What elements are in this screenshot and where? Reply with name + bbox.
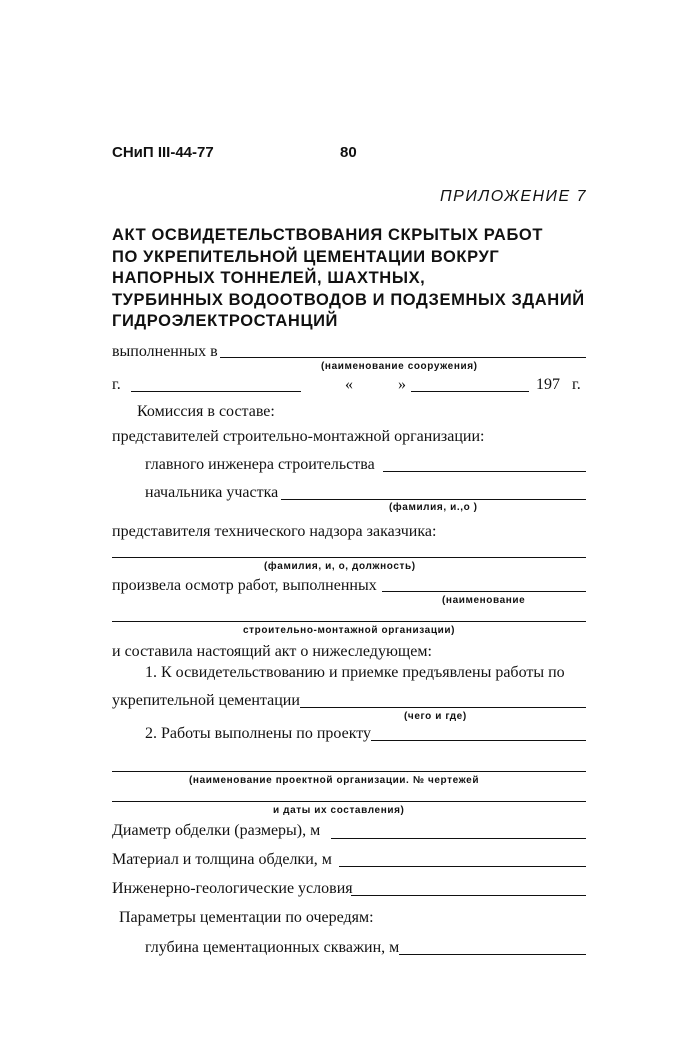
drawing-dates-field[interactable] [112, 801, 586, 802]
year-text: 197 [536, 376, 560, 393]
lining-material-label: Материал и толщина обделки, м [112, 851, 332, 868]
design-org-field[interactable] [112, 771, 586, 772]
lining-diameter-field[interactable] [331, 838, 586, 839]
site-chief-label: начальника участка [145, 484, 279, 501]
item1-line1: 1. К освидетельствованию и приемке предъявлены работы по [145, 664, 565, 681]
day-quote-open: « [345, 376, 353, 393]
structure-name-field[interactable] [220, 357, 586, 358]
item2-label: 2. Работы выполнены по проекту [145, 725, 372, 742]
chief-engineer-field[interactable] [383, 471, 586, 472]
name-caption-start: (наименование [442, 595, 526, 606]
inspected-label: произвела осмотр работ, выполненных [112, 577, 377, 594]
well-depth-label: глубина цементационных скважин, м [145, 939, 400, 956]
builder-reps-label: представителей строительно-монтажной организации: [112, 428, 485, 445]
title-line-4: ТУРБИННЫХ ВОДООТВОДОВ И ПОДЗЕМНЫХ ЗДАНИЙ [112, 290, 585, 309]
lining-material-field[interactable] [339, 866, 586, 867]
document-code: СНиП III-44-77 [112, 144, 214, 161]
design-org-caption: (наименование проектной организации. № чертежей [189, 775, 480, 786]
geology-field[interactable] [351, 895, 586, 896]
name-initials-caption: (фамилия, и.,о ) [389, 502, 478, 513]
dates-caption: и даты их составления) [273, 805, 405, 816]
month-field[interactable] [411, 391, 529, 392]
structure-name-caption: (наименование сооружения) [321, 361, 478, 372]
city-prefix: г. [112, 376, 121, 393]
inspected-org-field[interactable] [382, 591, 586, 592]
name-position-caption: (фамилия, и, о, должность) [264, 561, 416, 572]
tech-supervision-label: представителя технического надзора заказчика: [112, 523, 437, 540]
what-where-caption: (чего и где) [404, 711, 467, 722]
performed-in-label: выполненных в [112, 343, 218, 360]
commission-label: Комиссия в составе: [137, 403, 275, 420]
appendix-label: ПРИЛОЖЕНИЕ 7 [440, 188, 587, 205]
day-quote-close: » [398, 376, 406, 393]
chief-engineer-label: главного инженера строительства [145, 456, 375, 473]
org-caption-end: строительно-монтажной организации) [243, 625, 456, 636]
city-field[interactable] [131, 391, 301, 392]
inspected-org-field-2[interactable] [112, 621, 586, 622]
grouting-params-label: Параметры цементации по очередям: [119, 909, 374, 926]
act-compiled-label: и составила настоящий акт о нижеследующем: [112, 643, 432, 660]
tech-supervision-field[interactable] [112, 557, 586, 558]
grouting-works-field[interactable] [300, 707, 586, 708]
geology-label: Инженерно-геологические условия [112, 880, 353, 897]
site-chief-field[interactable] [281, 499, 586, 500]
title-line-5: ГИДРОЭЛЕКТРОСТАНЦИЙ [112, 312, 339, 330]
lining-diameter-label: Диаметр обделки (размеры), м [112, 822, 321, 839]
well-depth-field[interactable] [399, 954, 586, 955]
title-line-2: ПО УКРЕПИТЕЛЬНОЙ ЦЕМЕНТАЦИИ ВОКРУГ [112, 247, 500, 266]
design-field[interactable] [371, 740, 586, 741]
item1-line2: укрепительной цементации [112, 692, 300, 709]
title-line-3: НАПОРНЫХ ТОННЕЛЕЙ, ШАХТНЫХ, [112, 269, 426, 287]
title-line-1: АКТ ОСВИДЕТЕЛЬСТВОВАНИЯ СКРЫТЫХ РАБОТ [112, 226, 544, 244]
page-number: 80 [340, 144, 357, 161]
act-title [112, 225, 585, 333]
year-suffix: г. [572, 376, 581, 393]
